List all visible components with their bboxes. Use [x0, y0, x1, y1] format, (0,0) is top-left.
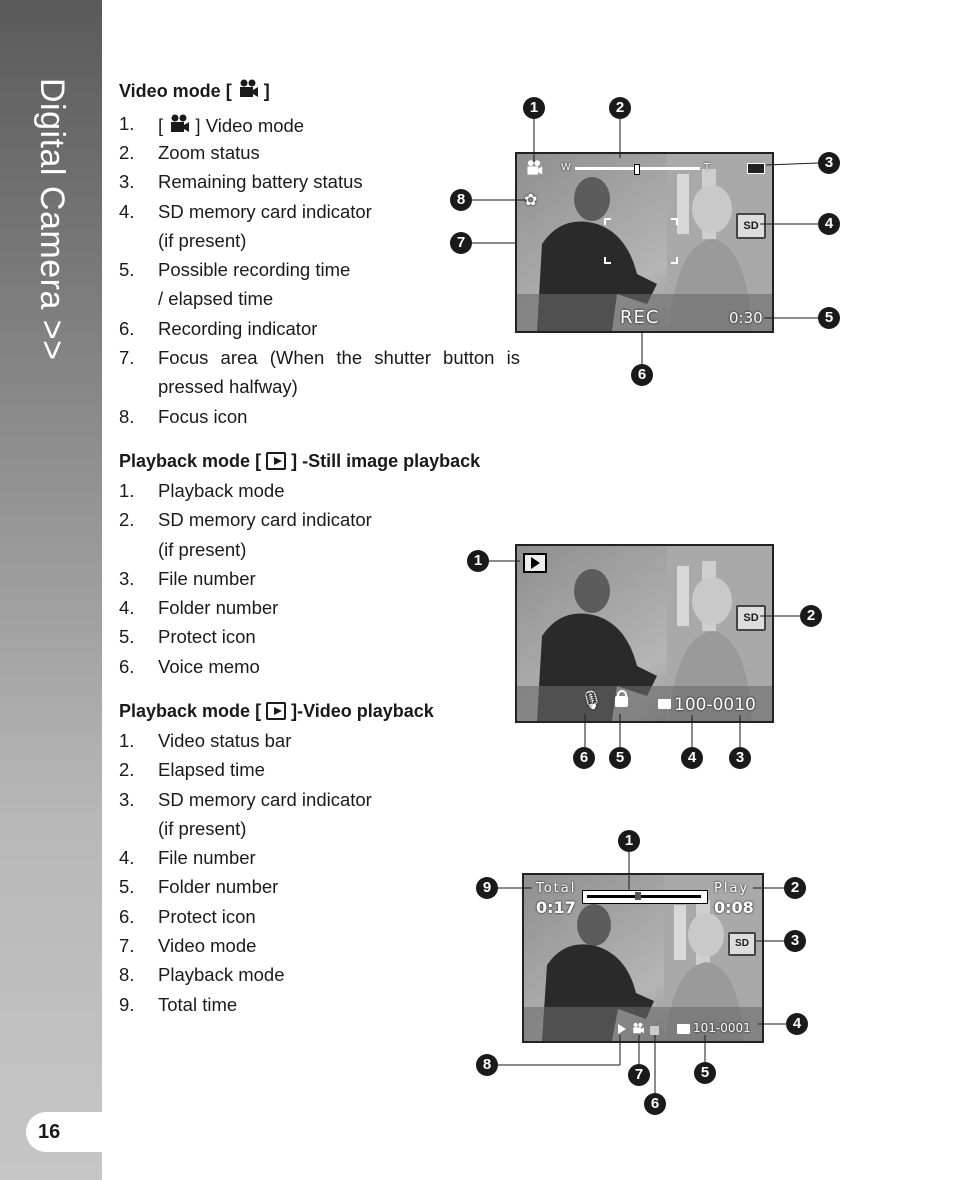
- movie-camera-icon: [237, 78, 259, 100]
- item-text: (if present): [158, 539, 247, 560]
- still-playback-screen: [515, 544, 774, 723]
- callout-4: 4: [681, 747, 703, 769]
- item-number: 5.: [119, 876, 135, 897]
- item-text: Folder number: [158, 876, 279, 897]
- item-text: Playback mode: [158, 480, 285, 501]
- item-number: 1.: [119, 480, 135, 501]
- macro-focus-icon: ✿: [524, 190, 538, 209]
- item-text: SD memory card indicator: [158, 789, 372, 810]
- item-number: 4.: [119, 201, 135, 222]
- item-number: 9.: [119, 994, 135, 1015]
- item-text: Voice memo: [158, 656, 260, 677]
- item-number: 1.: [119, 113, 135, 134]
- callout-6: 6: [644, 1093, 666, 1115]
- callout-4: 4: [818, 213, 840, 235]
- item-number: 6.: [119, 318, 135, 339]
- item-number: 8.: [119, 964, 135, 985]
- item-text: SD memory card indicator: [158, 201, 372, 222]
- rec-indicator: REC: [620, 307, 660, 328]
- zoom-indicator: [634, 164, 640, 175]
- callout-1: 1: [523, 97, 545, 119]
- item-number: 2.: [119, 759, 135, 780]
- item-text: Total time: [158, 994, 238, 1015]
- heading-text: Video mode [: [119, 81, 232, 101]
- item-number: 3.: [119, 789, 135, 810]
- callout-1: 1: [618, 830, 640, 852]
- video-mode-screen: [515, 152, 774, 333]
- play-label: Play: [714, 881, 750, 896]
- video-mode-heading: [119, 78, 270, 102]
- item-text: / elapsed time: [158, 288, 274, 309]
- file-number: 100-0010: [674, 695, 756, 715]
- callout-4: 4: [786, 1013, 808, 1035]
- item-number: 4.: [119, 847, 135, 868]
- playback-mode-icon: [523, 553, 547, 573]
- item-text: File number: [158, 568, 256, 589]
- sd-card-icon: SD: [736, 605, 766, 631]
- playback-icon: [266, 452, 286, 470]
- item-number: 3.: [119, 171, 135, 192]
- item-number: 2.: [119, 142, 135, 163]
- video-status-bar: [582, 890, 708, 904]
- section-title: Digital Camera >>: [33, 78, 71, 361]
- protect-icon: [615, 696, 628, 707]
- item-number: 7.: [119, 935, 135, 956]
- callout-2: 2: [784, 877, 806, 899]
- callout-2: 2: [609, 97, 631, 119]
- item-number: 8.: [119, 406, 135, 427]
- callout-5: 5: [694, 1062, 716, 1084]
- item-number: 5.: [119, 626, 135, 647]
- item-text: SD memory card indicator: [158, 509, 372, 530]
- callout-3: 3: [784, 930, 806, 952]
- item-text: (if present): [158, 230, 247, 251]
- item-number: 1.: [119, 730, 135, 751]
- item-text: Video mode: [158, 935, 257, 956]
- folder-icon: [677, 1024, 690, 1034]
- playback-icon: [266, 702, 286, 720]
- item-text: Recording indicator: [158, 318, 318, 339]
- callout-7: 7: [450, 232, 472, 254]
- item-text: ] Video mode: [195, 115, 305, 136]
- callout-7: 7: [628, 1064, 650, 1086]
- playback-video-heading: [119, 701, 434, 722]
- zoom-w-label: W: [561, 162, 571, 173]
- callout-3: 3: [818, 152, 840, 174]
- item-number: 3.: [119, 568, 135, 589]
- sd-card-icon: SD: [736, 213, 766, 239]
- item-number: 6.: [119, 656, 135, 677]
- item-text: Protect icon: [158, 626, 256, 647]
- item-text: Zoom status: [158, 142, 260, 163]
- playback-mode-icon: [618, 1024, 626, 1034]
- item-text: Focus icon: [158, 406, 248, 427]
- callout-3: 3: [729, 747, 751, 769]
- callout-2: 2: [800, 605, 822, 627]
- protect-icon: [650, 1026, 659, 1035]
- item-text: Playback mode: [158, 964, 285, 985]
- callout-6: 6: [631, 364, 653, 386]
- video-mode-icon: [631, 1022, 645, 1035]
- sidebar: [0, 0, 102, 1180]
- item-text: (if present): [158, 818, 247, 839]
- voice-memo-icon: 🎙: [580, 690, 603, 711]
- status-bar-thumb: [635, 892, 641, 900]
- playback-still-heading: [119, 451, 480, 472]
- movie-camera-icon: [524, 159, 544, 177]
- total-time: 0:17: [536, 898, 576, 917]
- callout-5: 5: [818, 307, 840, 329]
- item-number: 5.: [119, 259, 135, 280]
- item-text: Remaining battery status: [158, 171, 363, 192]
- callout-8: 8: [450, 189, 472, 211]
- item-text: Elapsed time: [158, 759, 265, 780]
- battery-icon: [747, 163, 765, 174]
- item-number: 4.: [119, 597, 135, 618]
- heading-text: Playback mode [: [119, 701, 262, 721]
- page-number: 16: [26, 1112, 102, 1152]
- file-number: 101-0001: [693, 1021, 751, 1035]
- callout-5: 5: [609, 747, 631, 769]
- item-text: Protect icon: [158, 906, 256, 927]
- zoom-t-label: T: [704, 162, 711, 173]
- heading-text: ] -Still image playback: [291, 451, 481, 471]
- focus-area-brackets: [603, 217, 679, 265]
- heading-text: ]: [263, 81, 270, 101]
- item-text: [: [158, 115, 164, 136]
- heading-text: Playback mode [: [119, 451, 262, 471]
- sd-card-icon: SD: [728, 932, 756, 956]
- recording-time: 0:30: [729, 309, 763, 327]
- item-number: 2.: [119, 509, 135, 530]
- movie-camera-icon: [168, 113, 190, 135]
- callout-8: 8: [476, 1054, 498, 1076]
- item-text: Possible recording time: [158, 259, 351, 280]
- callout-6: 6: [573, 747, 595, 769]
- folder-icon: [658, 699, 671, 709]
- heading-text: ]-Video playback: [291, 701, 434, 721]
- elapsed-time: 0:08: [714, 898, 754, 917]
- item-number: 6.: [119, 906, 135, 927]
- video-mode-osd: [524, 159, 544, 181]
- item-text: Video status bar: [158, 730, 292, 751]
- callout-9: 9: [476, 877, 498, 899]
- item-text: Folder number: [158, 597, 279, 618]
- item-text: Focus area (When the shutter button is pressed halfway): [158, 347, 520, 397]
- item-number: 7.: [119, 347, 135, 368]
- callout-1: 1: [467, 550, 489, 572]
- item-text: File number: [158, 847, 256, 868]
- total-label: Total: [536, 881, 577, 896]
- video-playback-screen: [522, 873, 764, 1043]
